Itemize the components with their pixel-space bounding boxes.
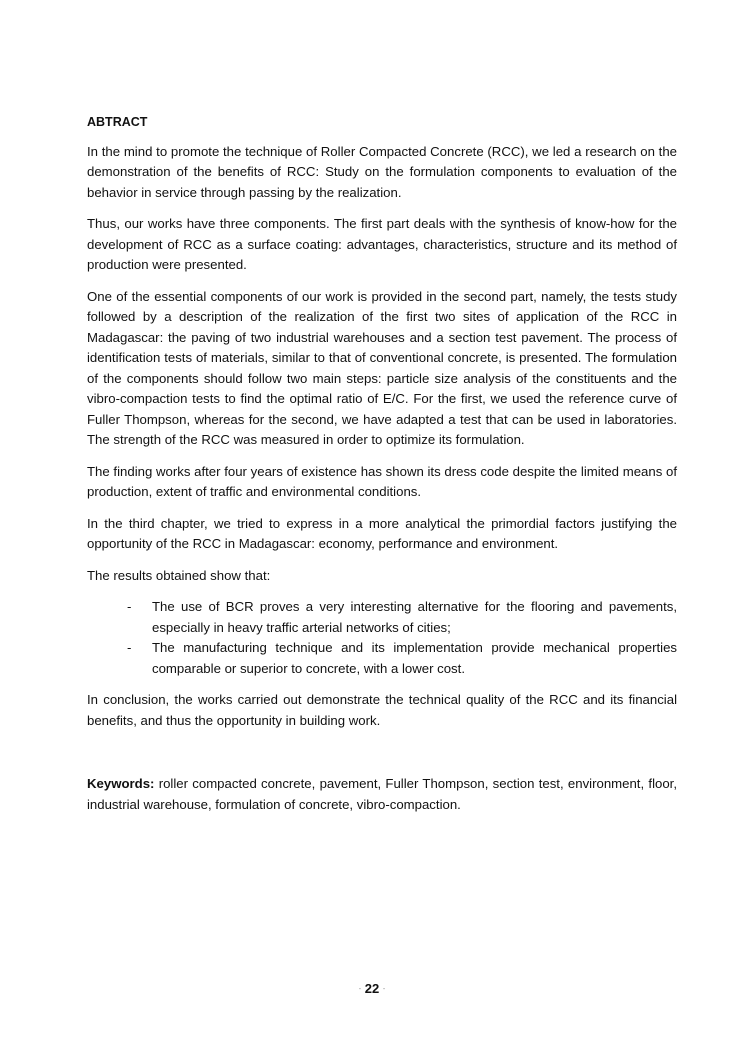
page-number-mark-right: -	[382, 986, 386, 994]
keywords	[87, 774, 677, 815]
paragraph-results-intro: The results obtained show that:	[87, 567, 271, 583]
abstract-page	[87, 112, 677, 826]
paragraph-intro: In the mind to promote the technique of Roller Compacted Concrete (RCC), we led a research on the demonstration of the benefits of RCC: Study on the formulation components to evaluation of the behavior in service through passing by the realization.	[87, 143, 677, 200]
list-item-text: The manufacturing technique and its implementation provide mechanical properties comparable or superior to concrete, with a lower cost.	[152, 640, 677, 676]
paragraph-components: Thus, our works have three components. The first part deals with the synthesis of know-how for the development of RCC as a surface coating: advantages, characteristics, structure and its method of production were presented.	[87, 216, 677, 272]
paragraph-third-chapter: In the third chapter, we tried to express in a more analytical the primordial factors justifying the opportunity of the RCC in Madagascar: economy, performance and environment.	[87, 515, 677, 551]
page-number-mark-left: -	[358, 986, 362, 994]
list-item	[127, 638, 677, 679]
results-list	[87, 597, 677, 679]
keywords-text: roller compacted concrete, pavement, Fuller Thompson, section test, environment, floor, industrial warehouse, formulation of concrete, vibro-compaction.	[87, 776, 677, 812]
paragraph-second-part: One of the essential components of our work is provided in the second part, namely, the tests study followed by a description of the realization of the first two sites of application of the RCC in Madagascar: the paving of two industrial warehouses and a section test pavement. The process of identification tests of materials, similar to that of conventional concrete, is presented. The formulation of the components should follow two main steps: particle size analysis of the constituents and the vibro-compaction tests to find the optimal ratio of E/C. For the first, we used the reference curve of Fuller Thompson, whereas for the second, we have adapted a test that can be used in laboratories. The strength of the RCC was measured in order to optimize its formulation.	[87, 288, 677, 447]
list-item-text: The use of BCR proves a very interesting alternative for the flooring and pavements, especially in heavy traffic arterial networks of cities;	[152, 599, 677, 635]
list-dash-marker: -	[127, 599, 132, 614]
page-number	[0, 981, 744, 996]
abstract-heading: ABTRACT	[87, 115, 148, 129]
page-number-value: 22	[364, 981, 380, 996]
list-dash-marker: -	[127, 640, 132, 655]
list-item	[127, 597, 677, 638]
paragraph-conclusion: In conclusion, the works carried out demonstrate the technical quality of the RCC and its financial benefits, and thus the opportunity in building work.	[87, 692, 677, 728]
paragraph-findings: The finding works after four years of existence has shown its dress code despite the limited means of production, extent of traffic and environmental conditions.	[87, 463, 677, 499]
keywords-label: Keywords:	[87, 776, 155, 791]
